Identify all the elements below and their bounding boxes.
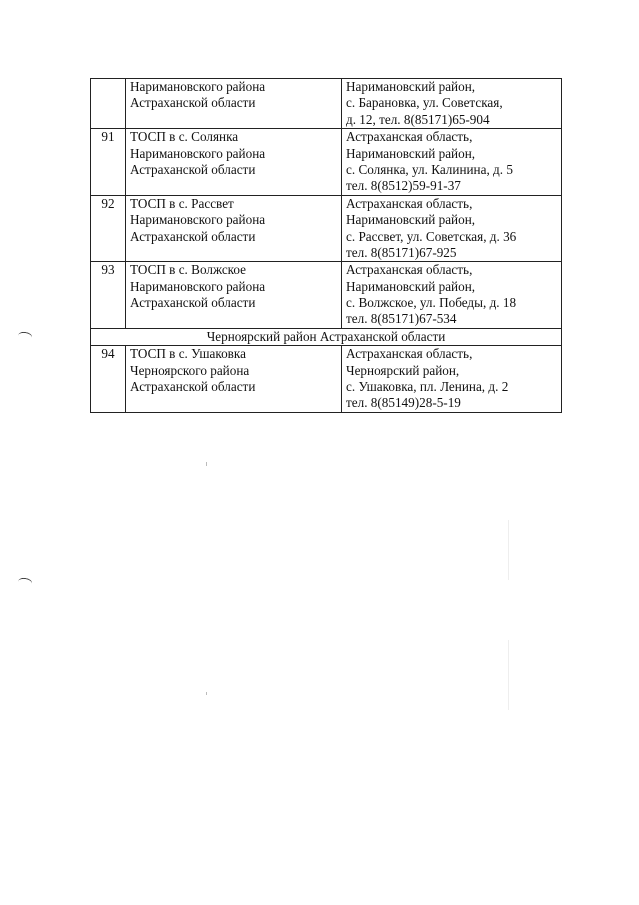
table-row	[91, 262, 562, 329]
district-header: Черноярский район Астраханской области	[91, 328, 562, 345]
scan-speck	[508, 520, 509, 580]
scan-speck	[206, 462, 207, 466]
organization-name	[126, 129, 342, 196]
address-line: тел. 8(85171)67-534	[346, 311, 457, 327]
address-line: Наримановский район,	[346, 278, 476, 294]
table-row	[91, 129, 562, 196]
address-line: Астраханская область,	[346, 346, 473, 362]
name-line: Наримановского района	[130, 79, 266, 94]
scan-speck	[206, 692, 207, 695]
name-line: Астраханской области	[130, 95, 256, 111]
address-line: Наримановский район,	[346, 145, 476, 161]
row-number: 91	[91, 129, 126, 196]
address-line: с. Волжское, ул. Победы, д. 18	[346, 295, 517, 311]
organizations-table	[90, 78, 562, 413]
name-line: Наримановского района	[130, 145, 266, 161]
address-line: Наримановский район,	[346, 79, 476, 94]
address-line: тел. 8(85171)67-925	[346, 244, 457, 260]
address-line: с. Барановка, ул. Советская,	[346, 95, 503, 111]
name-line: ТОСП в с. Ушаковка	[130, 346, 246, 362]
district-header-row	[91, 328, 562, 345]
organization-name	[126, 262, 342, 329]
organization-name	[126, 195, 342, 262]
name-line: Астраханской области	[130, 295, 256, 311]
address-line: тел. 8(8512)59-91-37	[346, 178, 461, 194]
row-number: 93	[91, 262, 126, 329]
name-line: Черноярского района	[130, 362, 250, 378]
address-line: Черноярский район,	[346, 362, 460, 378]
address-line: Астраханская область,	[346, 195, 473, 211]
organization-address	[342, 79, 562, 129]
organization-name	[126, 346, 342, 413]
organization-name	[126, 79, 342, 129]
punch-hole-mark-bottom	[17, 577, 32, 588]
name-line: Астраханской области	[130, 379, 256, 395]
scan-speck	[508, 640, 509, 710]
address-line: с. Солянка, ул. Калинина, д. 5	[346, 161, 513, 177]
address-line: тел. 8(85149)28-5-19	[346, 395, 461, 411]
row-number	[91, 79, 126, 129]
address-line: Наримановский район,	[346, 212, 476, 228]
organization-address	[342, 346, 562, 413]
name-line: ТОСП в с. Рассвет	[130, 195, 234, 211]
name-line: Астраханской области	[130, 228, 256, 244]
address-line: д. 12, тел. 8(85171)65-904	[346, 111, 490, 127]
table-row	[91, 346, 562, 413]
name-line: Наримановского района	[130, 212, 266, 228]
row-number: 94	[91, 346, 126, 413]
table-row	[91, 79, 562, 129]
row-number: 92	[91, 195, 126, 262]
name-line: Наримановского района	[130, 278, 266, 294]
address-line: с. Ушаковка, пл. Ленина, д. 2	[346, 379, 509, 395]
name-line: Астраханской области	[130, 161, 256, 177]
name-line: ТОСП в с. Солянка	[130, 129, 239, 145]
address-line: с. Рассвет, ул. Советская, д. 36	[346, 228, 517, 244]
table-row	[91, 195, 562, 262]
name-line: ТОСП в с. Волжское	[130, 262, 247, 278]
organization-address	[342, 195, 562, 262]
address-line: Астраханская область,	[346, 262, 473, 278]
organization-address	[342, 262, 562, 329]
organization-address	[342, 129, 562, 196]
address-line: Астраханская область,	[346, 129, 473, 145]
punch-hole-mark-top	[17, 331, 32, 342]
